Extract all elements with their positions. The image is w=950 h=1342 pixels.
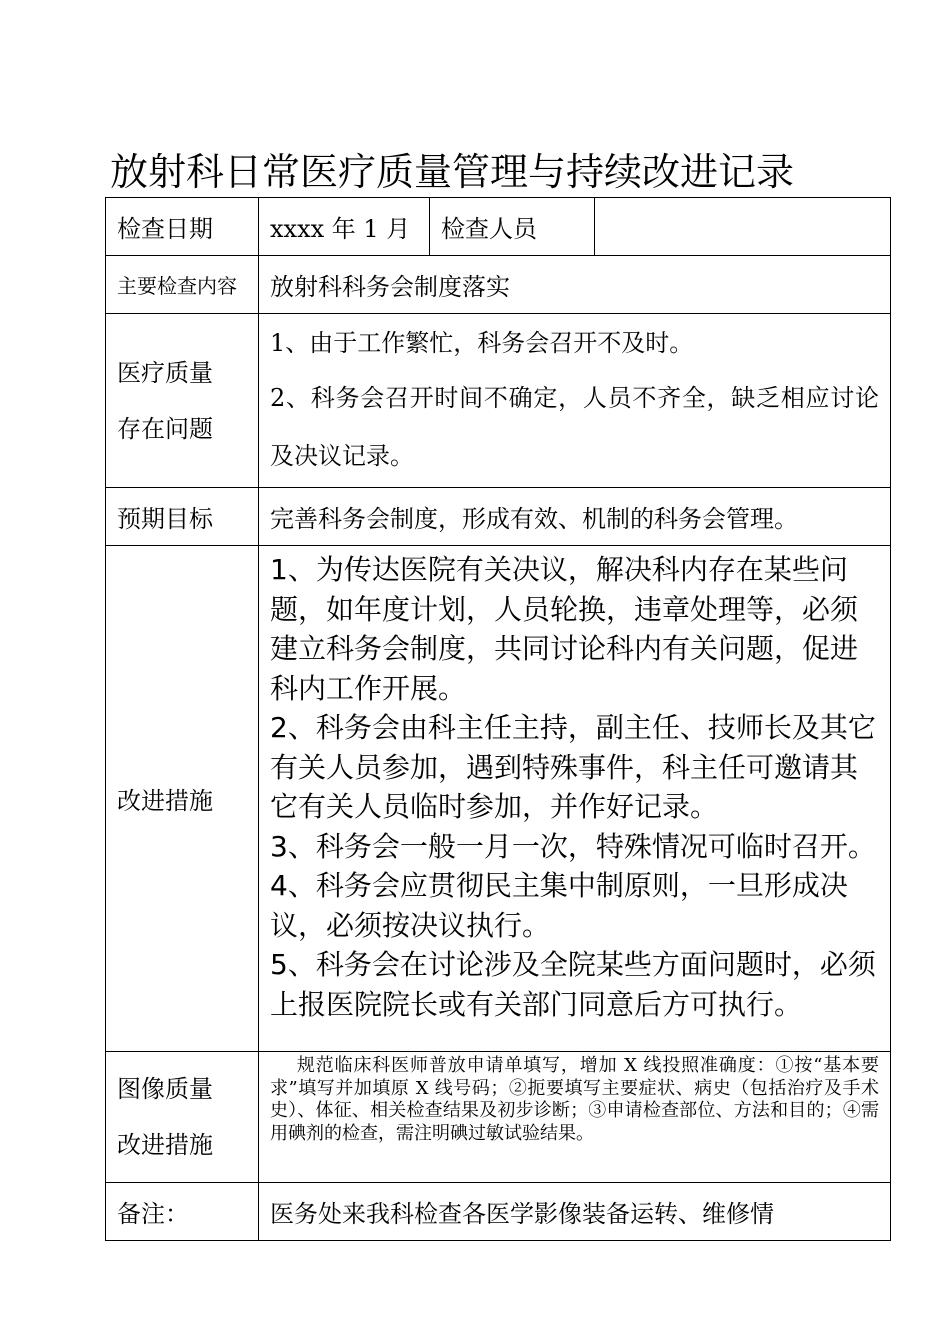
- problem-item-1: 1、由于工作繁忙，科务会召开不及时。: [270, 328, 694, 357]
- image-quality-label-line1: 图像质量: [117, 1075, 213, 1103]
- inspector-label: 检查人员: [430, 198, 595, 256]
- measure-item-2: 2、科务会由科主任主持，副主任、技师长及其它有关人员参加，遇到特殊事件，科主任可邀请其它有关人员临时参加，并作好记录。: [270, 711, 876, 823]
- check-date-label: 检查日期: [106, 198, 259, 256]
- image-quality-text: 规范临床科医师普放申请单填写，增加 X 线投照准确度：①按“基本要求”填写并加填原 X 线号码；②扼要填写主要症状、病史（包括治疗及手术史）、体征、相关检查结果及初步诊断；③申请检查部位、方法和目的；④需用碘剂的检查，需注明碘过敏试验结果。: [270, 1055, 879, 1144]
- problems-label-line2: 存在问题: [117, 414, 213, 443]
- image-quality-label: [106, 1052, 259, 1183]
- remarks-value[interactable]: 医务处来我科检查各医学影像装备运转、维修情: [259, 1183, 891, 1241]
- goal-label: 预期目标: [106, 488, 259, 546]
- row-remarks: [106, 1183, 891, 1241]
- problems-label: [106, 314, 259, 488]
- remarks-label: 备注：: [106, 1183, 259, 1241]
- row-goal: [106, 488, 891, 546]
- problem-item-2: 2、科务会召开时间不确定，人员不齐全，缺乏相应讨论及决议记录。: [270, 383, 879, 470]
- measures-label: 改进措施: [106, 546, 259, 1052]
- goal-value[interactable]: 完善科务会制度，形成有效、机制的科务会管理。: [259, 488, 891, 546]
- measure-item-4: 4、科务会应贯彻民主集中制原则，一旦形成决议，必须按决议执行。: [270, 869, 848, 942]
- problems-label-line1: 医疗质量: [117, 358, 213, 387]
- row-main-content: [106, 256, 891, 314]
- inspector-value[interactable]: [595, 198, 891, 256]
- image-quality-value[interactable]: [259, 1052, 891, 1183]
- problems-value[interactable]: [259, 314, 891, 488]
- measures-value[interactable]: [259, 546, 891, 1052]
- row-problems: [106, 314, 891, 488]
- row-measures: [106, 546, 891, 1052]
- row-image-quality: [106, 1052, 891, 1183]
- measure-item-3: 3、科务会一般一月一次，特殊情况可临时召开。: [270, 829, 876, 863]
- image-quality-label-line2: 改进措施: [117, 1131, 213, 1159]
- main-content-value[interactable]: 放射科科务会制度落实: [259, 256, 891, 314]
- row-check-date: [106, 198, 891, 256]
- main-content-label: 主要检查内容: [106, 256, 259, 314]
- record-form-table: [105, 197, 891, 1241]
- check-date-value[interactable]: xxxx 年 1 月: [259, 198, 430, 256]
- measure-item-1: 1、为传达医院有关决议，解决科内存在某些问题，如年度计划，人员轮换，违章处理等，必须建立科务会制度，共同讨论科内有关问题，促进科内工作开展。: [270, 553, 859, 705]
- measure-item-5: 5、科务会在讨论涉及全院某些方面问题时，必须上报医院院长或有关部门同意后方可执行。: [270, 948, 876, 1021]
- page-title: 放射科日常医疗质量管理与持续改进记录: [110, 150, 795, 194]
